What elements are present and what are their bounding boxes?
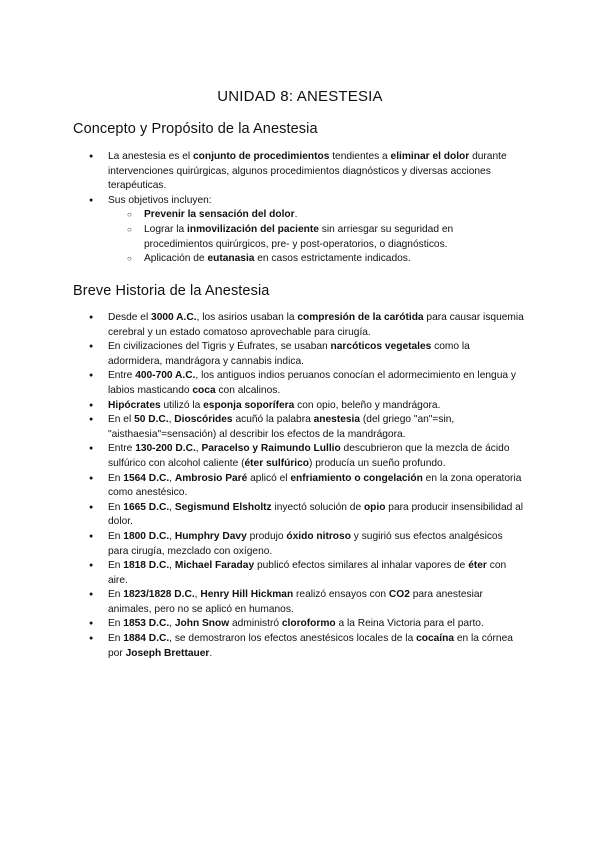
text: . xyxy=(294,209,298,221)
text: con aire. xyxy=(108,560,507,586)
text: sin arriesgar su seguridad en procedimientos quirúrgicos, pre- y post-operatorios, o diagnósticos. xyxy=(144,223,454,250)
text: (del griego "an"=sin, "aisthaesia"=sensación) al describir los efectos de la mandrágora. xyxy=(108,414,455,440)
text: En xyxy=(108,618,124,630)
text: Aplicación de xyxy=(144,253,208,265)
text: para producir insensibilidad al dolor. xyxy=(108,501,524,528)
text: produjo xyxy=(246,530,287,542)
list-item xyxy=(85,399,525,414)
bold-text: 1884 D.C. xyxy=(123,633,170,645)
text: como la adormidera, mandrágora y cannabis indica. xyxy=(108,341,470,367)
bold-text: conjunto de procedimientos xyxy=(192,151,330,162)
bold-text: 1853 D.C. xyxy=(123,618,170,630)
bold-text: 1823/1828 D.C. xyxy=(123,589,195,601)
bold-text: Hipócrates xyxy=(108,399,161,411)
bold-text: 1564 D.C. xyxy=(123,472,170,484)
text: , xyxy=(195,443,202,455)
text: Entre xyxy=(108,443,136,455)
bold-text: enfriamiento o congelación xyxy=(290,472,423,484)
list-item xyxy=(85,150,525,194)
text: , xyxy=(169,530,175,542)
bold-text: narcóticos vegetales xyxy=(330,341,432,353)
bold-text: John Snow xyxy=(174,618,230,630)
sublist-item xyxy=(108,223,525,252)
bold-text: éter xyxy=(468,560,487,572)
text: tendientes a xyxy=(329,151,391,162)
text: Lograr la xyxy=(144,223,188,235)
bold-text: Humphry Davy xyxy=(174,530,247,542)
bold-text: Paracelso y Raimundo Lullio xyxy=(201,443,341,455)
text: , xyxy=(169,472,175,484)
sublist-item xyxy=(108,252,525,267)
text: En el xyxy=(108,414,135,426)
text: ) producía un sueño profundo. xyxy=(309,457,446,469)
bold-text: 1818 D.C. xyxy=(123,560,170,572)
bold-text: Joseph Brettauer xyxy=(125,647,210,659)
text: En xyxy=(108,560,124,572)
list-item xyxy=(85,194,525,267)
text: La anestesia es el xyxy=(108,151,193,162)
text: inyectó solución de xyxy=(271,501,364,513)
text: con opio, beleño y mandrágora. xyxy=(294,399,441,411)
bold-text: anestesia xyxy=(313,414,361,426)
text: En xyxy=(108,501,124,513)
bold-text: Michael Faraday xyxy=(174,560,255,572)
text: acuñó la palabra xyxy=(232,414,314,426)
text: , xyxy=(169,618,175,630)
sublist-item xyxy=(108,208,525,223)
text: , los asirios usaban la xyxy=(196,312,298,323)
text: utilizó la xyxy=(160,399,204,411)
bold-text: 1665 D.C. xyxy=(123,501,170,513)
bold-text: Henry Hill Hickman xyxy=(200,589,294,601)
text: , los antiguos indios peruanos conocían el adormecimiento en lengua y labios masticando xyxy=(108,370,516,396)
text: Entre xyxy=(108,370,136,382)
objectives-sublist xyxy=(108,208,525,266)
text: descubrieron que la mezcla de ácido sulfúrico con alcohol caliente ( xyxy=(108,443,510,469)
text: En xyxy=(108,589,124,601)
text: aplicó el xyxy=(247,472,291,484)
list-item xyxy=(85,617,525,632)
list-item xyxy=(85,501,525,530)
bold-text: 50 D.C. xyxy=(134,414,169,426)
bold-text: Dioscórides xyxy=(174,414,233,426)
list-item xyxy=(85,530,525,559)
text: administró xyxy=(229,618,282,630)
list-item xyxy=(85,559,525,588)
list-item xyxy=(85,311,525,340)
bold-text: cloroformo xyxy=(281,618,336,630)
text: En civilizaciones del Tigris y Éufrates, se usaban xyxy=(108,341,331,353)
list-item xyxy=(85,632,525,661)
page-title: UNIDAD 8: ANESTESIA xyxy=(217,88,383,105)
text: con alcalinos. xyxy=(215,384,281,396)
text: En xyxy=(108,530,124,542)
bold-text: CO2 xyxy=(388,589,410,601)
text: realizó ensayos con xyxy=(293,589,389,601)
bold-text: óxido nitroso xyxy=(286,530,351,542)
bold-text: Prevenir la sensación del dolor xyxy=(144,209,295,221)
bold-text: coca xyxy=(192,384,216,396)
text: , xyxy=(169,560,175,572)
text: Sus objetivos incluyen: xyxy=(108,194,212,206)
text: en casos estrictamente indicados. xyxy=(254,253,411,265)
text: para anestesiar animales, pero no se aplicó en humanos. xyxy=(108,589,483,615)
text: En xyxy=(108,633,124,645)
bold-text: 3000 A.C. xyxy=(151,312,197,323)
text: y sugirió sus efectos analgésicos para cirugía, mezclado con oxígeno. xyxy=(108,530,503,557)
history-list xyxy=(85,311,525,661)
bold-text: esponja soporífera xyxy=(203,399,295,411)
text: , xyxy=(194,589,201,601)
bold-text: 130-200 D.C. xyxy=(135,443,196,455)
list-item xyxy=(85,413,525,442)
text: durante intervenciones quirúrgicas, algunos procedimientos diagnósticos y diversas acciones terapéuticas. xyxy=(108,151,507,192)
bold-text: inmovilización del paciente xyxy=(187,223,319,235)
bold-text: compresión de la carótida xyxy=(297,312,424,323)
text: En xyxy=(108,472,124,484)
list-item xyxy=(85,588,525,617)
text: , xyxy=(169,501,175,513)
text: a la Reina Victoria para el parto. xyxy=(335,618,484,630)
text: en la zona operatoria como anestésico. xyxy=(108,472,522,499)
section-heading-concept: Concepto y Propósito de la Anestesia xyxy=(73,121,318,137)
bold-text: Segismund Elsholtz xyxy=(174,501,272,513)
concept-list xyxy=(85,150,525,267)
bold-text: 1800 D.C. xyxy=(123,530,170,542)
text: . xyxy=(209,647,213,659)
list-item xyxy=(85,369,525,398)
text: para causar isquemia cerebral y un estado comatoso aprovechable para cirugía. xyxy=(108,312,524,338)
text: , xyxy=(168,414,175,426)
section-heading-history: Breve Historia de la Anestesia xyxy=(73,283,270,299)
bold-text: 400-700 A.C. xyxy=(135,370,196,382)
bold-text: éter sulfúrico xyxy=(244,457,310,469)
text: , se demostraron los efectos anestésicos locales de la xyxy=(169,633,417,645)
bold-text: Ambrosio Paré xyxy=(174,472,248,484)
bold-text: cocaína xyxy=(416,633,455,645)
bold-text: eliminar el dolor xyxy=(390,151,470,162)
list-item xyxy=(85,340,525,369)
bold-text: eutanasia xyxy=(207,253,255,265)
list-item xyxy=(85,472,525,501)
bold-text: opio xyxy=(363,501,386,513)
text: Desde el xyxy=(108,312,152,323)
text: publicó efectos similares al inhalar vapores de xyxy=(254,560,469,572)
list-item xyxy=(85,442,525,471)
text: en la córnea por xyxy=(108,633,513,659)
